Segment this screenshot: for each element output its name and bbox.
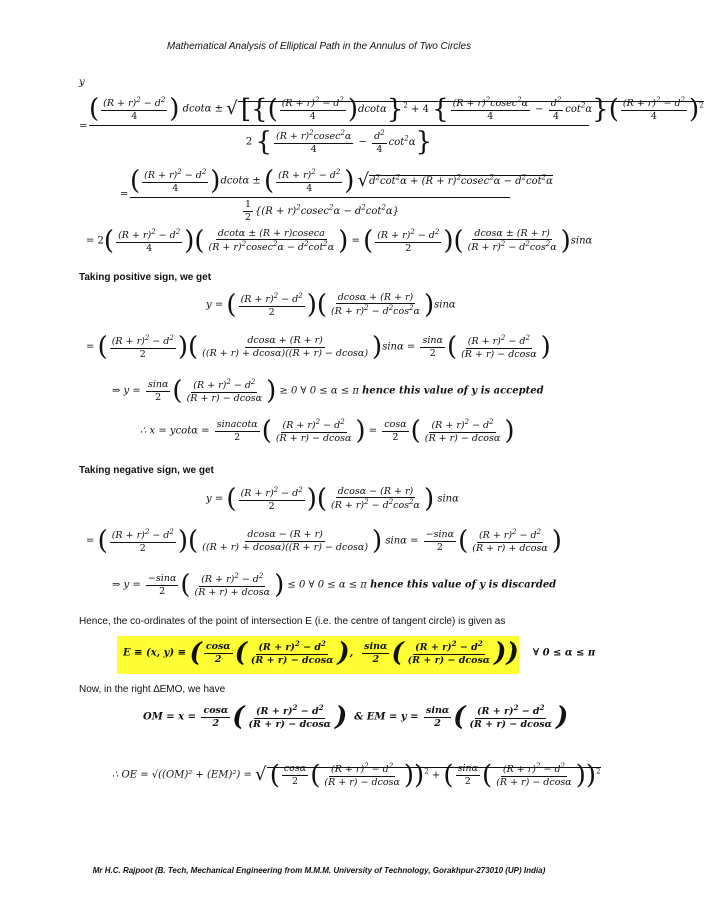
equation-OE: ∴ OE = √((OM)² + (EM)²) = √ ( $\frac{\cos\alpha}{2}$ ( $\frac{(R + r)^2 - d^2}{(R + r) - dcos\alpha}$ ))$^2$ + ( $\frac{\sin\alpha}{2}$ ( $\frac{(R + r)^2 - d^2}{(R + r) - dcos\alpha}$ ))$^2$ — [112, 760, 601, 790]
document-page: Mathematical Analysis of Elliptical Path in the Annulus of Two Circles y = ( $\frac{(R + r)^2 - d^2}{4}$ ) dcotα ± √ [{( $\frac{(R + r)^2 - d^2}{4}$ )dcotα}$^2$ + 4 { $\frac{(R + r)^2cosec^2\alpha}{4}$ − $\frac{d^2}{4}$ $\cot^2\alpha$}( $\frac{(R + r)^2 - d^2}{4}$ )$^2$ 2 { $\frac{(R + r)^2cosec^2\alpha}{4}$ − $\frac{d^2}{4}$ $\cot^2\alpha$} = ( $\frac{(R + r)^2 - d^2}{4}$ )dcotα ± ( $\frac{(R + r)^2 - d^2}{4}$ ) $√d^2\cot^2\alpha + (R + r)^2cosec^2\alpha - d^2\cot^2\alpha$ $\frac{1}{2}$ $\{(R + r)^2cosec^2\alpha - d^2\cot^2\alpha\}$ = 2( $\frac{(R + r)^2 - d^2}{4}$ )( $\frac{dcot\alpha \pm (R + r)coseca}{(R + r)^2cosec^2\alpha - d^2\cot^2\alpha}$ ) = ( $\frac{(R + r)^2 - d^2}{2}$ )( $\frac{dcos\alpha \pm (R + r)}{(R + r)^2 - d^2\cos^2\alpha}$ )sinα Taking positive sign, we get y = ( $\frac{(R + r)^2 - d^2}{2}$ )( $\frac{dcos\alpha + (R + r)}{(R + r)^2 - d^2\cos^2\alpha}$ )sinα = ( $\frac{(R + r)^2 - d^2}{2}$ )( $\frac{dcos\alpha + (R + r)}{((R + r) + dcos\alpha)((R + r) - dcos\alpha)}$ )sinα = $\frac{\sin\alpha}{2}$ ( $\frac{(R + r)^2 - d^2}{(R + r) - dcos\alpha}$ ) ⇒ y = $\frac{\sin\alpha}{2}$ ( $\frac{(R + r)^2 - d^2}{(R + r) - dcos\alpha}$ ) ≥ 0 ∀ 0 ≤ α ≤ π hence this value of y is accepted ∴ x = ycotα = $\frac{\text{sinacotα}}{2}$ ( $\frac{(R + r)^2 - d^2}{(R + r) - dcos\alpha}$ ) = $\frac{\cos\alpha}{2}$ ( $\frac{(R + r)^2 - d^2}{(R + r) - dcos\alpha}$ ) Taking negative sign, we get y = ( $\frac{(R + r)^2 - d^2}{2}$ )( $\frac{dcos\alpha - (R + r)}{(R + r)^2 - d^2\cos^2\alpha}$ ) sinα = ( $\frac{(R + r)^2 - d^2}{2}$ )( $\frac{dcos\alpha - (R + r)}{((R + r) + dcos\alpha)((R + r) - dcos\alpha)}$ ) sinα = $\frac{-\sin\alpha}{2}$ ( $\frac{(R + r)^2 - d^2}{(R + r) + dcos\alpha}$ ) ⇒ y = $\frac{-\sin\alpha}{2}$ ( $\frac{(R + r)^2 - d^2}{(R + r) + dcos\alpha}$ ) ≤ 0 ∀ 0 ≤ α ≤ π hence this value of y is discarded Hence, the co-ordinates of the point of intersection E (i.e. the centre of tangent circle) is given as E ≡ (x, y) ≡ ( $\frac{\cos\alpha}{2}$ ( $\frac{(R + r)^2 - d^2}{(R + r) - dcos\alpha}$ ), $\frac{\sin\alpha}{2}$ ( $\frac{(R + r)^2 - d^2}{(R + r) - dcos\alpha}$ )) ∀ 0 ≤ α ≤ π Now, in the right ∆EMO, we have OM = x = $\frac{\cos\alpha}{2}$ ( $\frac{(R + r)^2 - d^2}{(R + r) - dcos\alpha}$ ) & EM = y = $\frac{\sin\alpha}{2}$ ( $\frac{(R + r)^2 - d^2}{(R + r) - dcos\alpha}$ ) ∴ OE = √((OM)² + (EM)²) = √ ( $\frac{\cos\alpha}{2}$ ( $\frac{(R + r)^2 - d^2}{(R + r) - dcos\alpha}$ ))$^2$ + ( $\frac{\sin\alpha}{2}$ ( $\frac{(R + r)^2 - d^2}{(R + r) - dcos\alpha}$ ))$^2$ Mr H.C. Rajpoot (B. Tech, Mechanical Engineering from M.M.M. University of Technology, Gorakhpur-273010 (UP) India) — [0, 0, 638, 903]
accepted-note: hence this value of y is accepted — [362, 385, 544, 397]
equation-1-numerator: ( $\frac{(R + r)^2 - d^2}{4}$ ) dcotα ± √ [{( $\frac{(R + r)^2 - d^2}{4}$ )dcotα}$^2$ + 4 { $\frac{(R + r)^2cosec^2\alpha}{4}$ − $\frac{d^2}{4}$ $\cot^2\alpha$}( $\frac{(R + r)^2 - d^2}{4}$ )$^2$ — [89, 94, 704, 124]
heading-positive-sign: Taking positive sign, we get — [79, 272, 212, 283]
equation-5: = ( $\frac{(R + r)^2 - d^2}{2}$ )( $\frac{dcos\alpha + (R + r)}{((R + r) + dcos\alpha)((R + r) - dcos\alpha)}$ )sinα = $\frac{\sin\alpha}{2}$ ( $\frac{(R + r)^2 - d^2}{(R + r) - dcos\alpha}$ ) — [86, 332, 551, 362]
paragraph-now: Now, in the right ∆EMO, we have — [79, 684, 226, 695]
equation-E-coordinates: E ≡ (x, y) ≡ ( $\frac{\cos\alpha}{2}$ ( $\frac{(R + r)^2 - d^2}{(R + r) - dcos\alpha}$ ), $\frac{\sin\alpha}{2}$ ( $\frac{(R + r)^2 - d^2}{(R + r) - dcos\alpha}$ )) ∀ 0 ≤ α ≤ π — [123, 638, 596, 668]
equation-3: = 2( $\frac{(R + r)^2 - d^2}{4}$ )( $\frac{dcot\alpha \pm (R + r)coseca}{(R + r)^2cosec^2\alpha - d^2\cot^2\alpha}$ ) = ( $\frac{(R + r)^2 - d^2}{2}$ )( $\frac{dcos\alpha \pm (R + r)}{(R + r)^2 - d^2\cos^2\alpha}$ )sinα — [86, 226, 593, 256]
equation-OM-EM: OM = x = $\frac{\cos\alpha}{2}$ ( $\frac{(R + r)^2 - d^2}{(R + r) - dcos\alpha}$ ) & EM = y = $\frac{\sin\alpha}{2}$ ( $\frac{(R + r)^2 - d^2}{(R + r) - dcos\alpha}$ ) — [143, 702, 569, 732]
equation-9: = ( $\frac{(R + r)^2 - d^2}{2}$ )( $\frac{dcos\alpha - (R + r)}{((R + r) + dcos\alpha)((R + r) - dcos\alpha)}$ ) sinα = $\frac{-\sin\alpha}{2}$ ( $\frac{(R + r)^2 - d^2}{(R + r) + dcos\alpha}$ ) — [86, 526, 562, 556]
equals-sign: = — [79, 121, 88, 132]
heading-negative-sign: Taking negative sign, we get — [79, 465, 214, 476]
page-header: Mathematical Analysis of Elliptical Path in the Annulus of Two Circles — [166, 41, 472, 52]
equation-7: ∴ x = ycotα = $\frac{\text{sinacotα}}{2}$ ( $\frac{(R + r)^2 - d^2}{(R + r) - dcos\alpha}$ ) = $\frac{\cos\alpha}{2}$ ( $\frac{(R + r)^2 - d^2}{(R + r) - dcos\alpha}$ ) — [140, 416, 515, 446]
equation-6: ⇒ y = $\frac{\sin\alpha}{2}$ ( $\frac{(R + r)^2 - d^2}{(R + r) - dcos\alpha}$ ) ≥ 0 ∀ 0 ≤ α ≤ π hence this value of y is accepted — [112, 376, 544, 406]
paragraph-hence: Hence, the co-ordinates of the point of intersection E (i.e. the centre of tangent circle) is given as — [79, 616, 506, 627]
equation-10: ⇒ y = $\frac{-\sin\alpha}{2}$ ( $\frac{(R + r)^2 - d^2}{(R + r) + dcos\alpha}$ ) ≤ 0 ∀ 0 ≤ α ≤ π hence this value of y is discarded — [112, 570, 557, 600]
equation-y-label: y — [79, 77, 85, 88]
page-footer: Mr H.C. Rajpoot (B. Tech, Mechanical Engineering from M.M.M. University of Technology, Gorakhpur-273010 (UP) India) — [92, 866, 546, 875]
equation-8: y = ( $\frac{(R + r)^2 - d^2}{2}$ )( $\frac{dcos\alpha - (R + r)}{(R + r)^2 - d^2\cos^2\alpha}$ ) sinα — [206, 484, 459, 514]
equation-4: y = ( $\frac{(R + r)^2 - d^2}{2}$ )( $\frac{dcos\alpha + (R + r)}{(R + r)^2 - d^2\cos^2\alpha}$ )sinα — [206, 290, 456, 320]
discarded-note: hence this value of y is discarded — [370, 579, 557, 591]
equation-1-denominator: 2 { $\frac{(R + r)^2cosec^2\alpha}{4}$ − $\frac{d^2}{4}$ $\cot^2\alpha$} — [245, 127, 433, 157]
